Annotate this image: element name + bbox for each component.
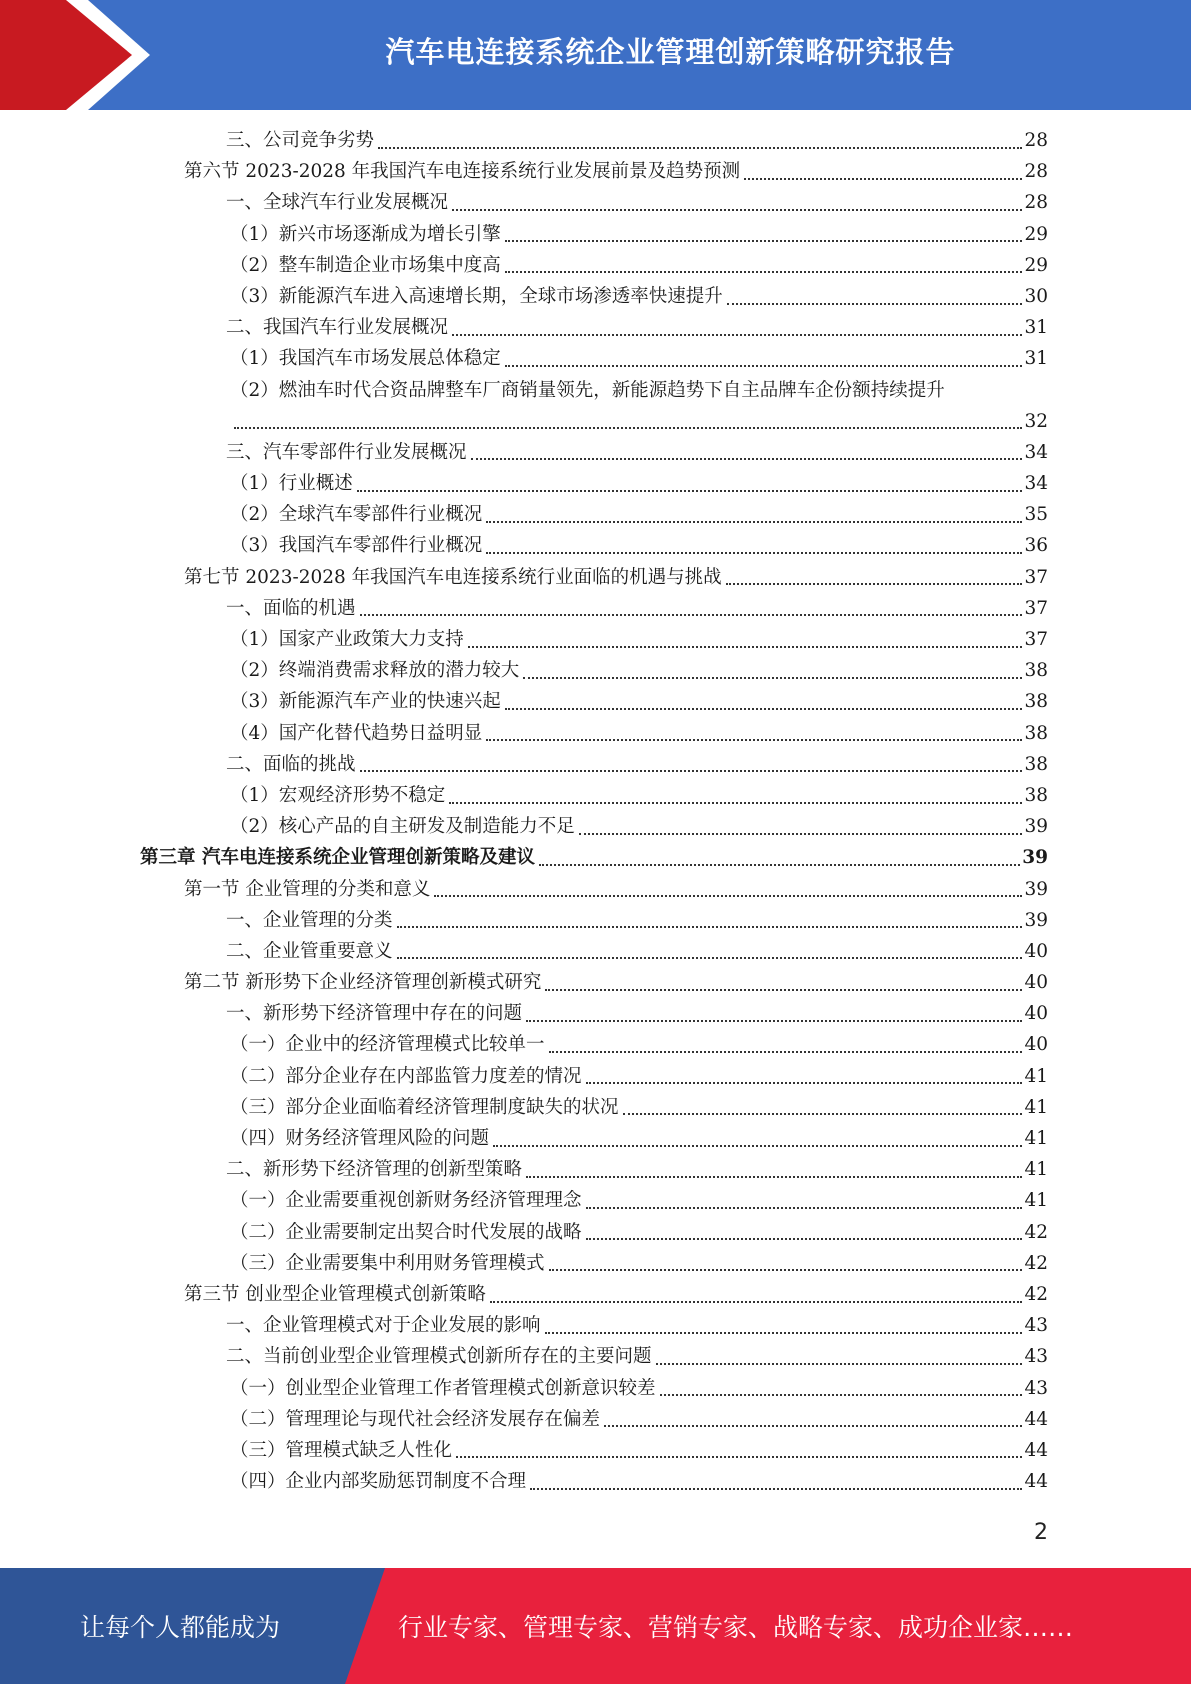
toc-entry[interactable] (140, 936, 1048, 967)
toc-entry-title: （3）新能源汽车产业的快速兴起 (230, 691, 501, 713)
toc-leader-dots (623, 1113, 1023, 1115)
toc-entry-title: （三）管理模式缺乏人性化 (230, 1439, 453, 1461)
toc-entry[interactable] (140, 686, 1048, 717)
toc-leader-dots (505, 708, 1023, 710)
toc-entry-page: 36 (1024, 535, 1048, 557)
toc-entry[interactable] (140, 1435, 1048, 1466)
toc-entry[interactable] (140, 250, 1048, 281)
toc-entry[interactable] (140, 1279, 1048, 1310)
toc-leader-dots (656, 1363, 1023, 1365)
toc-leader-dots (360, 770, 1023, 772)
toc-entry-page: 41 (1024, 1128, 1048, 1149)
toc-leader-dots (452, 334, 1022, 336)
toc-entry-title: 第一节 企业管理的分类和意义 (184, 878, 431, 900)
toc-entry[interactable] (140, 281, 1048, 312)
toc-entry-page: 28 (1024, 130, 1048, 151)
toc-leader-dots (727, 303, 1023, 305)
toc-entry-title: （4）国产化替代趋势日益明显 (230, 722, 483, 744)
header-chevron (0, 0, 150, 110)
table-of-contents (140, 125, 1048, 1497)
toc-entry-page: 41 (1024, 1159, 1048, 1181)
toc-entry-title: 三、公司竞争劣势 (226, 130, 375, 151)
toc-entry[interactable] (140, 1185, 1048, 1216)
toc-entry[interactable] (140, 1154, 1048, 1185)
toc-leader-dots (486, 739, 1022, 741)
toc-entry-page: 42 (1024, 1221, 1048, 1243)
toc-entry-title: （一）企业中的经济管理模式比较单一 (230, 1034, 545, 1056)
toc-entry-page: 29 (1024, 223, 1048, 245)
toc-entry-page: 37 (1024, 566, 1048, 588)
toc-entry-title: （二）部分企业存在内部监管力度差的情况 (230, 1065, 582, 1087)
toc-entry-page: 40 (1024, 972, 1048, 994)
toc-entry-page: 38 (1024, 753, 1048, 775)
toc-entry[interactable] (140, 1217, 1048, 1248)
toc-entry-title: （四）财务经济管理风险的问题 (230, 1128, 490, 1149)
toc-leader-dots (234, 427, 1022, 429)
toc-leader-dots (586, 1082, 1023, 1084)
toc-entry[interactable] (140, 593, 1048, 624)
toc-entry-title: （1）新兴市场逐渐成为增长引擎 (230, 223, 501, 245)
toc-leader-dots (471, 458, 1023, 460)
toc-entry-page: 43 (1024, 1315, 1048, 1337)
toc-entry[interactable] (140, 219, 1048, 250)
toc-entry-title: （1）国家产业政策大力支持 (230, 629, 464, 650)
toc-leader-dots (378, 147, 1022, 149)
toc-entry-page: 37 (1024, 629, 1048, 650)
report-title: 汽车电连接系统企业管理创新策略研究报告 (385, 34, 956, 69)
toc-leader-dots (549, 1051, 1023, 1053)
toc-entry[interactable] (140, 655, 1048, 686)
toc-leader-dots (434, 895, 1022, 897)
toc-leader-dots (397, 957, 1023, 959)
toc-entry-title: （二）管理理论与现代社会经济发展存在偏差 (230, 1408, 601, 1430)
toc-leader-dots (505, 240, 1023, 242)
toc-entry-page: 38 (1024, 691, 1048, 713)
toc-entry[interactable] (140, 156, 1048, 187)
toc-entry-page: 44 (1024, 1439, 1048, 1461)
toc-entry[interactable] (140, 1341, 1048, 1372)
toc-entry[interactable] (140, 1466, 1048, 1497)
toc-entry-page: 41 (1024, 1065, 1048, 1087)
toc-entry[interactable] (140, 624, 1048, 655)
toc-entry[interactable] (140, 1029, 1048, 1060)
toc-entry-page: 39 (1022, 847, 1048, 869)
toc-entry[interactable] (140, 312, 1048, 343)
toc-entry-title: （2）终端消费需求释放的潜力较大 (230, 660, 520, 682)
toc-leader-dots (486, 552, 1022, 554)
toc-entry-title: 一、全球汽车行业发展概况 (226, 192, 449, 214)
toc-entry[interactable] (140, 499, 1048, 530)
toc-leader-dots (530, 1488, 1022, 1490)
toc-entry[interactable] (140, 905, 1048, 936)
toc-entry[interactable] (140, 811, 1048, 842)
toc-leader-dots (456, 1456, 1022, 1458)
toc-entry-page: 39 (1024, 878, 1048, 900)
toc-leader-dots (493, 1145, 1022, 1147)
toc-entry-title: 第七节 2023-2028 年我国汽车电连接系统行业面临的机遇与挑战 (184, 566, 722, 588)
toc-entry[interactable] (140, 874, 1048, 905)
toc-entry-title: 一、企业管理模式对于企业发展的影响 (226, 1315, 541, 1337)
toc-entry-page: 42 (1024, 1283, 1048, 1305)
toc-entry[interactable] (140, 1248, 1048, 1279)
toc-leader-dots (449, 802, 1022, 804)
toc-entry-title: 一、企业管理的分类 (226, 909, 393, 931)
toc-entry-title: （三）企业需要集中利用财务管理模式 (230, 1252, 545, 1274)
toc-entry[interactable] (140, 1373, 1048, 1404)
toc-entry-page: 31 (1024, 348, 1048, 370)
toc-entry-page: 34 (1024, 473, 1048, 495)
page-number: 2 (1034, 1520, 1048, 1545)
toc-entry[interactable] (140, 1092, 1048, 1123)
toc-entry[interactable] (140, 1123, 1048, 1154)
toc-entry-title: （一）创业型企业管理工作者管理模式创新意识较差 (230, 1377, 656, 1399)
toc-entry-title: 一、面临的机遇 (226, 597, 356, 619)
toc-entry-title: 二、我国汽车行业发展概况 (226, 317, 449, 339)
toc-entry-title: （四）企业内部奖励惩罚制度不合理 (230, 1471, 527, 1493)
toc-entry-page: 43 (1024, 1346, 1048, 1368)
toc-entry-page: 40 (1024, 1034, 1048, 1056)
toc-leader-dots (526, 1176, 1022, 1178)
toc-entry-title: （1）宏观经济形势不稳定 (230, 784, 446, 806)
toc-leader-dots (660, 1394, 1023, 1396)
toc-entry-page: 28 (1024, 192, 1048, 214)
toc-entry-title: 第二节 新形势下企业经济管理创新模式研究 (184, 972, 542, 994)
toc-entry[interactable] (140, 562, 1048, 593)
toc-entry-page: 30 (1024, 285, 1048, 307)
toc-entry[interactable] (140, 780, 1048, 811)
toc-leader-dots (357, 490, 1023, 492)
toc-entry[interactable] (140, 718, 1048, 749)
toc-entry[interactable] (140, 1310, 1048, 1341)
toc-leader-dots (539, 864, 1020, 866)
toc-leader-dots (526, 1020, 1022, 1022)
toc-entry-title: （3）我国汽车零部件行业概况 (230, 535, 483, 557)
toc-leader-dots (486, 521, 1022, 523)
toc-entry-page: 40 (1024, 940, 1048, 962)
toc-entry-page: 34 (1024, 441, 1048, 463)
toc-entry-page: 44 (1024, 1408, 1048, 1430)
toc-chapter-entry[interactable] (140, 842, 1048, 873)
toc-entry-page: 40 (1024, 1003, 1048, 1025)
toc-entry-page: 39 (1024, 909, 1048, 931)
toc-entry[interactable] (140, 749, 1048, 780)
toc-entry-title: 第六节 2023-2028 年我国汽车电连接系统行业发展前景及趋势预测 (184, 161, 741, 183)
toc-entry-title: （2）核心产品的自主研发及制造能力不足 (230, 816, 575, 838)
toc-entry-title: （1）行业概述 (230, 473, 353, 495)
toc-leader-dots (360, 614, 1023, 616)
toc-leader-dots (579, 833, 1023, 835)
toc-leader-dots (452, 209, 1022, 211)
toc-entry-title: （3）新能源汽车进入高速增长期，全球市场渗透率快速提升 (230, 285, 723, 307)
toc-entry-title: 第三章 汽车电连接系统企业管理创新策略及建议 (140, 847, 535, 869)
toc-entry[interactable] (140, 1061, 1048, 1092)
toc-leader-dots (490, 1301, 1023, 1303)
toc-leader-dots (397, 926, 1023, 928)
toc-entry[interactable] (140, 187, 1048, 218)
toc-entry-page: 28 (1024, 161, 1048, 183)
toc-entry-page: 41 (1024, 1190, 1048, 1212)
toc-entry[interactable] (140, 343, 1048, 374)
toc-entry-title: 二、新形势下经济管理的创新型策略 (226, 1159, 523, 1181)
footer-slogan-right: 行业专家、管理专家、营销专家、战略专家、成功企业家…… (398, 1613, 1074, 1642)
toc-entry-page: 38 (1024, 722, 1048, 744)
toc-leader-dots (586, 1207, 1023, 1209)
toc-leader-dots (545, 1332, 1023, 1334)
toc-entry[interactable] (140, 967, 1048, 998)
toc-entry-title: 三、汽车零部件行业发展概况 (226, 441, 467, 463)
toc-leader-dots (505, 271, 1023, 273)
footer-slogan-left: 让每个人都能成为 (79, 1613, 280, 1642)
toc-entry[interactable] (140, 125, 1048, 156)
toc-entry-page: 43 (1024, 1377, 1048, 1399)
toc-leader-dots (523, 677, 1022, 679)
toc-leader-dots (549, 1269, 1023, 1271)
page-footer (0, 1568, 1191, 1684)
toc-entry-title: 一、新形势下经济管理中存在的问题 (226, 1003, 523, 1025)
toc-entry-page: 39 (1024, 816, 1048, 838)
toc-leader-dots (744, 178, 1022, 180)
toc-entry-page: 41 (1024, 1096, 1048, 1118)
toc-entry[interactable] (140, 998, 1048, 1029)
toc-entry-page: 31 (1024, 317, 1048, 339)
toc-entry-page: 42 (1024, 1252, 1048, 1274)
toc-entry-title: （二）企业需要制定出契合时代发展的战略 (230, 1221, 582, 1243)
toc-leader-dots (468, 646, 1023, 648)
toc-entry[interactable] (140, 530, 1048, 561)
toc-leader-dots (604, 1425, 1022, 1427)
toc-entry-title: （2）整车制造企业市场集中度高 (230, 254, 501, 276)
toc-entry[interactable] (140, 437, 1048, 468)
toc-entry-title: 二、面临的挑战 (226, 753, 356, 775)
toc-entry-title: 二、企业管重要意义 (226, 940, 393, 962)
toc-entry[interactable] (140, 468, 1048, 499)
toc-leader-dots (505, 365, 1023, 367)
toc-entry-page: 32 (1024, 410, 1048, 432)
toc-entry-title: （2）全球汽车零部件行业概况 (230, 504, 483, 526)
toc-entry-title: （一）企业需要重视创新财务经济管理理念 (230, 1190, 582, 1212)
toc-entry-page: 29 (1024, 254, 1048, 276)
toc-entry-page: 44 (1024, 1471, 1048, 1493)
page-header (0, 0, 1191, 110)
toc-leader-dots (545, 989, 1022, 991)
toc-leader-dots (586, 1238, 1023, 1240)
toc-entry[interactable] (140, 406, 1048, 437)
toc-leader-dots (726, 583, 1023, 585)
toc-entry-title: （三）部分企业面临着经济管理制度缺失的状况 (230, 1096, 619, 1118)
toc-entry-page: 37 (1024, 597, 1048, 619)
toc-entry-page: 38 (1024, 660, 1048, 682)
toc-entry[interactable] (140, 1404, 1048, 1435)
toc-entry-title[interactable]: （2）燃油车时代合资品牌整车厂商销量领先，新能源趋势下自主品牌车企份额持续提升 (230, 379, 945, 401)
toc-entry-title: （1）我国汽车市场发展总体稳定 (230, 348, 501, 370)
toc-entry-page: 35 (1024, 504, 1048, 526)
toc-entry-title: 二、当前创业型企业管理模式创新所存在的主要问题 (226, 1346, 652, 1368)
toc-entry-page: 38 (1024, 784, 1048, 806)
toc-entry-title: 第三节 创业型企业管理模式创新策略 (184, 1283, 486, 1305)
